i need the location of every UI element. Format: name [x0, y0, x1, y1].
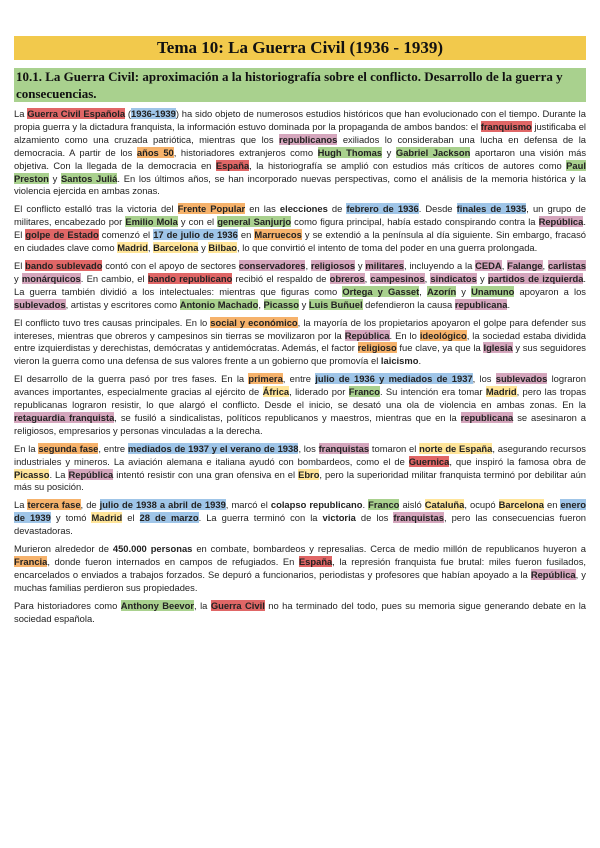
- section-heading: 10.1. La Guerra Civil: aproximación a la historiografía sobre el conflicto. Desarrollo de la guerra y consecuencias.: [14, 68, 586, 102]
- paragraph-memory: Para historiadores como Anthony Beevor, la Guerra Civil no ha terminado del todo, pues su memoria sigue generando debate en la sociedad española.: [14, 599, 586, 624]
- document-page: [14, 36, 586, 631]
- paragraph-third-phase: La tercera fase, de julio de 1938 a abril de 1939, marcó el colapso republicano. Franco aisló Cataluña, ocupó Barcelona en enero de 1939 y tomó Madrid el 28 de marzo. La guerra terminó con la victoria de los franquistas, pero las consecuencias fueron devastadoras.: [14, 499, 587, 537]
- paragraph-second-phase: En la segunda fase, entre mediados de 1937 y el verano de 1938, los franquistas tomaron el norte de España, asegurando recursos industriales y mineros. La aviación alemana e italiana ayudó con bombardeos, como el de Guernica, que inspiró la famosa obra de Picasso. La República intentó resistir con una gran ofensiva en el Ebro, pero la superioridad militar franquista terminó por debilitar aún más su posición.: [14, 442, 587, 493]
- page-title: Tema 10: La Guerra Civil (1936 - 1939): [14, 36, 586, 60]
- paragraph-outbreak: El conflicto estalló tras la victoria del Frente Popular en las elecciones de febrero de 1936. Desde finales de 1935, un grupo de militares, encabezado por Emilio Mola y con el general Sanjurjo como figura principal, había estado conspirando contra la República. El golpe de Estado comenzó el 17 de julio de 1936 en Marruecos y se extendió a la península al día siguiente. Sin embargo, fracasó en ciudades clave como Madrid, Barcelona y Bilbao, lo que convirtió el intento de toma del poder en una guerra prolongada.: [14, 203, 586, 254]
- paragraph-causes: El conflicto tuvo tres causas principales. En lo social y económico, la mayoría de los propietarios apoyaron el golpe para defender sus intereses, mientras que obreros y campesinos sin tierras se movilizaron por la República. En lo ideológico, la sociedad estaba dividida entre izquierdistas y derechistas, demócratas y antidemócratas. Además, el factor religioso fue clave, ya que la Iglesia y sus seguidores vieron la guerra como una defensa de sus valores frente a un gobierno que promovía el laicismo.: [14, 316, 586, 367]
- paragraph-consequences: Murieron alrededor de 450.000 personas en combate, bombardeos y represalias. Cerca de medio millón de republicanos huyeron a Francia, donde fueron internados en campos de refugiados. En España, la represión franquista fue brutal: miles fueron fusilados, encarcelados o enviados a trabajos forzados. Se depuró a funcionarios, periodistas y profesores que habían apoyado a la República, y muchas familias perdieron sus propiedades.: [14, 543, 586, 593]
- paragraph-sides: El bando sublevado contó con el apoyo de sectores conservadores, religiosos y militares, incluyendo a la CEDA, Falange, carlistas y monárquicos. En cambio, el bando republicano recibió el respaldo de obreros, campesinos, sindicatos y partidos de izquierda. La guerra también dividió a los intelectuales: mientras que figuras como Ortega y Gasset, Azorín y Unamuno apoyaron a los sublevados, artistas y escritores como Antonio Machado, Picasso y Luis Buñuel defendieron la causa republicana.: [14, 259, 587, 310]
- paragraph-historiography: La Guerra Civil Española (1936-1939) ha sido objeto de numerosos estudios históricos que han evolucionado con el tiempo. Durante la propia guerra y la dictadura franquista, la información estuvo dominada por la propaganda de ambos bandos: el franquismo justificaba el alzamiento como una cruzada patriótica, mientras que los republicanos exiliados lo consideraban una lucha en defensa de la democracia. A partir de los años 50, historiadores extranjeros como Hugh Thomas y Gabriel Jackson aportaron una visión más objetiva. Con la llegada de la democracia en España, la historiografía se amplió con estudios más críticos de autores como Paul Preston y Santos Juliá. En los últimos años, se han incorporado nuevas perspectivas, como el análisis de la memoria histórica y la violencia ejercida en ambas zonas.: [14, 108, 587, 197]
- paragraph-first-phase: El desarrollo de la guerra pasó por tres fases. En la primera, entre julio de 1936 y mediados de 1937, los sublevados lograron avances importantes, especialmente gracias al ejército de África, liderado por Franco. Su intención era tomar Madrid, pero las tropas republicanas lograron resistir, lo que alargó el conflicto. Desde el inicio, se desató una ola de violencia en ambas zonas. En la retaguardia franquista, se fusiló a sindicalistas, políticos republicanos y maestros, mientras que en la republicana se asesinaron a religiosos, empresarios y personas vinculadas a la derecha.: [14, 373, 587, 436]
